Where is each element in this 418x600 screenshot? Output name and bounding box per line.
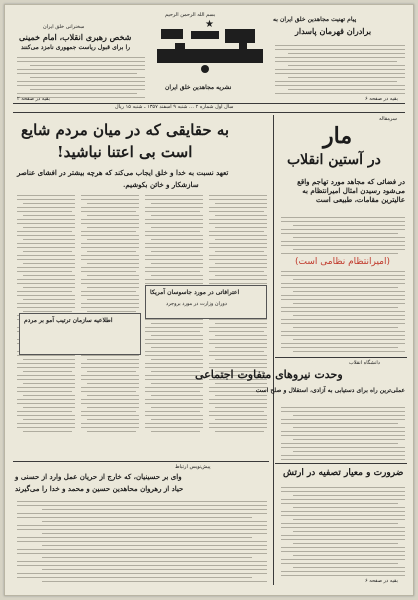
main-deck-line1: تعهد نسبت به خدا و خلق ایجاب می‌کند که هرچه بیشتر در افشای عناصر bbox=[17, 168, 229, 177]
bottom-right-headline: ضرورت و معیار تصفیه در ارتش bbox=[283, 468, 404, 478]
left-top-note: بقیه در صفحه ۲ bbox=[17, 96, 50, 102]
right-column-body-2 bbox=[281, 271, 405, 355]
masthead-dateline: سال اول شماره ۲ … شنبه ۹ اسفند ۱۳۵۷ ـ شنبه ۱۵ ریال bbox=[115, 104, 234, 110]
mid-right-subhead: عملی‌ترین راه برای دستیابی به آزادی، استقلال و صلح است bbox=[255, 387, 405, 394]
left-top-subhead: را برای قبول ریاست جمهوری نامزد می‌کنند bbox=[21, 44, 131, 51]
bottom-left-rule bbox=[13, 461, 269, 462]
bottom-left-headline-1: وای بر حسینیان، که خارج از حریان عمل وارد از حسنی و bbox=[15, 472, 182, 481]
inset-box-right bbox=[145, 285, 267, 319]
masthead-top-caption: بسم الله الرحمن الرحیم bbox=[165, 12, 216, 18]
right-column-headline-1: مار bbox=[323, 123, 353, 149]
masthead-logo-art bbox=[155, 27, 267, 81]
right-top-body bbox=[275, 45, 405, 97]
main-deck-line2: سازشکار و خائن بکوشیم. bbox=[123, 180, 199, 189]
inset-caption: اطلاعیه سازمان ترتیب آمو بر مردم bbox=[24, 317, 113, 324]
masthead-rule-2 bbox=[13, 112, 405, 113]
left-top-label: سخنرانی خلق ایران bbox=[43, 24, 85, 30]
bottom-right-rule bbox=[275, 463, 407, 464]
column-rule bbox=[273, 115, 274, 585]
bottom-left-headline-2: حیاد از رهروان محاهدین حسین و محمد و خدا را می‌گیرند bbox=[15, 484, 184, 493]
box-subcaption: دوران وزارت در مورد بروجرد bbox=[166, 301, 227, 307]
bottom-left-body bbox=[17, 501, 267, 585]
masthead-subtitle: نشریه مجاهدین خلق ایران bbox=[165, 84, 232, 91]
mid-right-body bbox=[281, 407, 405, 463]
right-top-note: بقیه در صفحه ۶ bbox=[365, 96, 398, 102]
right-column-stamp: (امیرانتظام نظامی است) bbox=[295, 257, 390, 267]
right-column-body-1 bbox=[281, 217, 405, 257]
main-headline-line2: است بی اعتنا نباشید! bbox=[57, 143, 193, 161]
right-top-headline: پیام تهنیت مجاهدین خلق ایران به bbox=[273, 16, 357, 23]
right-column-kicker: سرمقاله bbox=[379, 116, 397, 122]
bottom-right-note: بقیه در صفحه ۶ bbox=[365, 578, 398, 584]
right-top-subhead: برادران قهرمان پاسدار bbox=[295, 26, 372, 36]
main-headline-line1: به حقایقی که در میان مردم شایع bbox=[21, 121, 230, 139]
newspaper-page bbox=[4, 4, 414, 596]
masthead-logo bbox=[155, 27, 267, 81]
left-top-headline: شخص رهبری انقلاب، امام خمینی bbox=[19, 32, 132, 42]
left-top-body bbox=[17, 57, 145, 101]
box-caption: اعترافاتی در مورد جاسوسان آمریکا bbox=[150, 289, 240, 296]
mid-right-headline: وحدت نیروهای متفاوت اجتماعی bbox=[195, 368, 343, 381]
bottom-left-label: پیش‌نویس ارتباط bbox=[175, 464, 211, 470]
right-column-headline-2: در آستین انقلاب bbox=[287, 152, 381, 168]
right-column-subhead: در فضائی که مجاهد مورد تهاجم واقع می‌شود رسیدن امثال امیرانتظام به عالیترین مقامات، طبیعی است bbox=[297, 177, 405, 205]
star-icon: ★ bbox=[205, 19, 214, 30]
inset-box-left bbox=[19, 313, 141, 355]
bottom-right-body bbox=[281, 487, 405, 579]
mid-right-rule bbox=[275, 357, 407, 358]
mid-right-kicker: دانشگاه انقلاب bbox=[349, 360, 380, 366]
